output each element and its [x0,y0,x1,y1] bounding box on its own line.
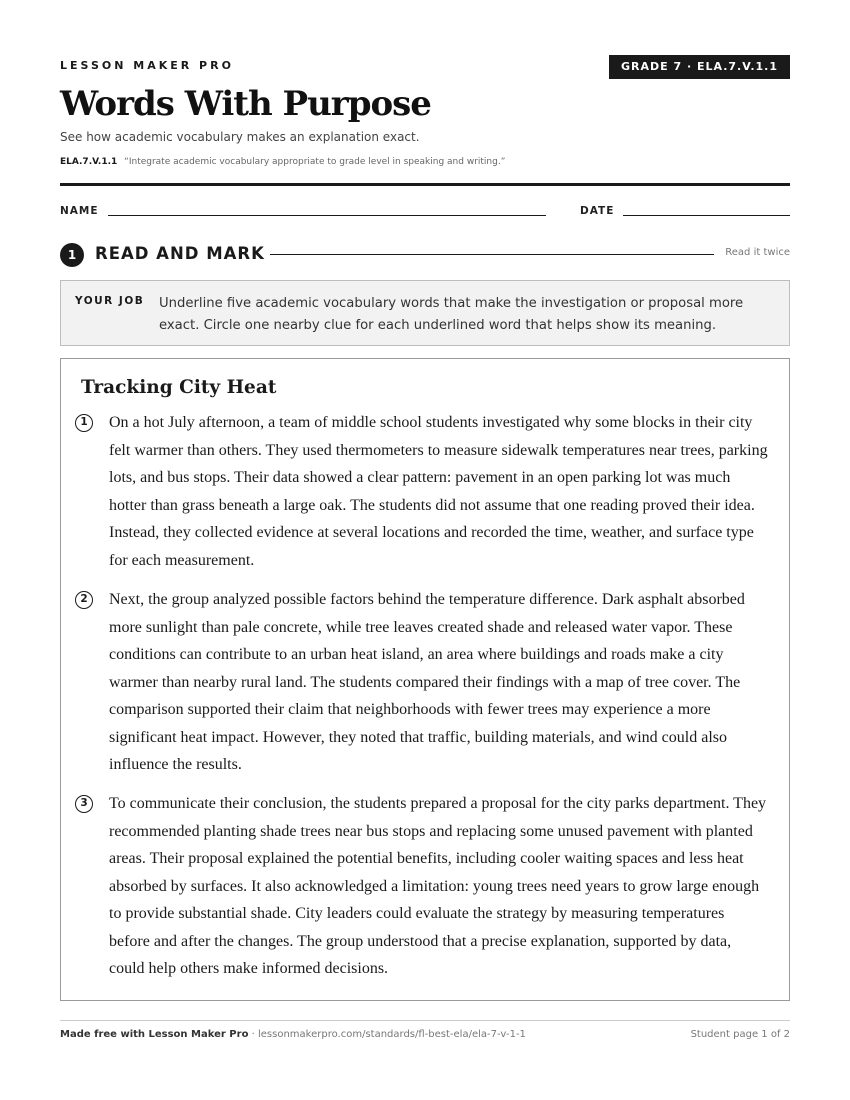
page-subtitle: See how academic vocabulary makes an explanation exact. [60,130,420,144]
grade-badge: GRADE 7 · ELA.7.V.1.1 [609,55,790,79]
paragraph-text: To communicate their conclusion, the students prepared a proposal for the city parks department. They recommended planting shade trees near bus stops and replacing some unused pavement with planted areas. Their proposal explained the potential benefits, including cooler waiting spaces and less heat absorbed by surfaces. It also acknowledged a limitation: young trees need years to grow large enough to provide substantial shade. City leaders could evaluate the strategy by measuring temperatures before and after the changes. The group understood that a precise explanation, supported by data, could help others make informed decisions. [109,795,767,977]
page-title: Words With Purpose [60,84,431,124]
paragraph-text: On a hot July afternoon, a team of middle school students investigated why some blocks in their city felt warmer than others. They used thermometers to measure sidewalk temperatures near trees, parking lots, and bus stops. Their data showed a clear pattern: pavement in an open parking lot was much hotter than grass beneath a large oak. The students did not assume that one reading proved their idea. Instead, they collected evidence at several locations and recorded the time, weather, and surface type for each measurement. [109,414,768,569]
footer-separator: · [251,1029,258,1040]
section-divider [270,254,714,255]
paragraph-number: 3 [75,795,93,813]
section-number: 1 [60,243,84,267]
reading-passage [60,358,790,1001]
instructions-label: YOUR JOB [75,295,145,307]
footer-url[interactable]: lessonmakerpro.com/standards/fl-best-ela/ela-7-v-1-1 [257,1029,526,1040]
date-label: DATE [580,205,615,217]
footer-credit [60,1029,526,1040]
standard-code: ELA.7.V.1.1 [60,157,118,167]
footer-divider [60,1020,790,1021]
paragraph-number: 2 [75,591,93,609]
instructions-text: Underline five academic vocabulary words that make the investigation or proposal more exact. Circle one nearby clue for each underlined word that helps show its meaning. [159,296,744,333]
footer-credit-text: Made free with Lesson Maker Pro [60,1029,249,1040]
standard-line [60,157,505,167]
paragraph-number: 1 [75,414,93,432]
page-number: Student page 1 of 2 [690,1029,790,1040]
name-label: NAME [60,205,99,217]
standard-text: “Integrate academic vocabulary appropriate to grade level in speaking and writing.” [124,157,506,167]
name-field[interactable] [108,215,546,216]
brand-name: LESSON MAKER PRO [60,59,234,72]
section-header [60,242,790,266]
instructions-box [60,280,790,346]
section-title: READ AND MARK [95,244,265,263]
worksheet-page [60,0,790,1100]
passage-title: Tracking City Heat [81,377,277,398]
paragraph-text: Next, the group analyzed possible factors behind the temperature difference. Dark asphalt absorbed more sunlight than pale concrete, while tree leaves created shade and released water vapor. These conditions can contribute to an urban heat island, an area where buildings and roads make a city warmer than nearby rural land. The students compared their findings with a map of tree cover. The comparison supported their claim that neighborhoods with fewer trees may experience a more significant heat impact. However, they noted that traffic, building materials, and wind could also influence the results. [109,591,745,773]
section-note: Read it twice [725,247,790,258]
date-field[interactable] [623,215,790,216]
header-divider [60,183,790,186]
